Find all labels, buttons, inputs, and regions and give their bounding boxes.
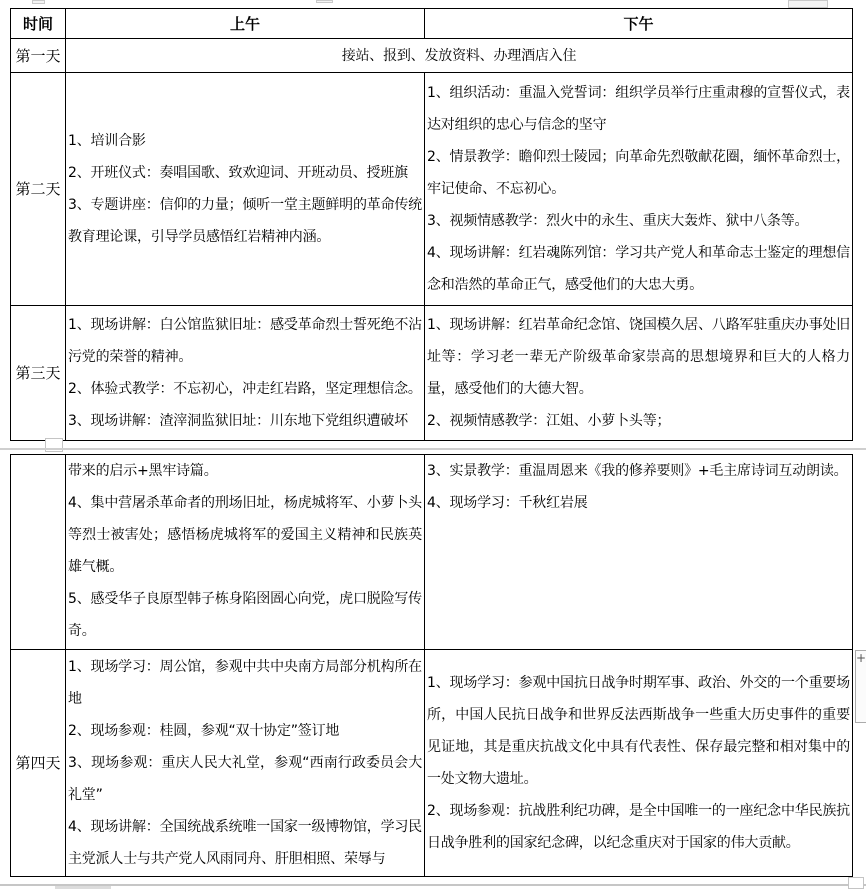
- day1-label-cell: [11, 39, 66, 73]
- day2-afternoon-cell: [425, 73, 852, 306]
- day3-label: 第三天: [15, 364, 61, 382]
- header-afternoon-label: 下午: [623, 14, 654, 33]
- day2-morning-item: 3、专题讲座：信仰的力量；倾听一堂主题鲜明的革命传统教育理论课，引导学员感悟红岩精神内涵。: [68, 197, 422, 245]
- day2-morning-item: 1、培训合影: [68, 133, 146, 149]
- day1-allday-text: 接站、报到、发放资料、办理酒店入住: [341, 47, 577, 64]
- day3-morning-item: 2、体验式教学：不忘初心，冲走红岩路，坚定理想信念。: [68, 381, 422, 397]
- day3-cont-afternoon-item: 3、实景教学：重温周恩来《我的修养要则》+毛主席诗词互动朗读。: [427, 463, 848, 479]
- day4-afternoon-item: 2、现场参观：抗战胜利纪功碑，是全中国唯一的一座纪念中华民族抗日战争胜利的国家纪念碑，以纪念重庆对于国家的伟大贡献。: [427, 803, 850, 851]
- header-morning-label: 上午: [229, 14, 260, 33]
- page-edge-artifact-top-mid: [316, 0, 333, 3]
- day3-afternoon-cell: [425, 306, 852, 440]
- header-cell-morning: [66, 9, 425, 39]
- day4-afternoon-item: 1、现场学习：参观中国抗日战争时期军事、政治、外交的一个重要场所，中国人民抗日战争和世界反法西斯战争一些重大历史事件的重要见证地，其是重庆抗战文化中具有代表性、保存最完整和相对集中的一处文物大遗址。: [427, 675, 850, 787]
- page-bottom-corner-artifact: [848, 877, 864, 889]
- day2-morning-cell: [66, 73, 425, 306]
- day1-label: 第一天: [15, 46, 61, 65]
- day3-morning-item: 1、现场讲解：白公馆监狱旧址：感受革命烈士誓死绝不沾污党的荣誉的精神。: [68, 317, 422, 365]
- day4-morning-item: 1、现场学习：周公馆，参观中共中央南方局部分机构所在地: [68, 659, 422, 707]
- day3-morning-item: 3、现场讲解：渣滓洞监狱旧址：川东地下党组织遭破坏: [68, 413, 408, 429]
- day3-cont-morning-item: 带来的启示+黑牢诗篇。: [68, 463, 218, 479]
- page-break-line: [0, 448, 866, 450]
- header-cell-afternoon: [425, 9, 852, 39]
- day3-cont-morning-cell: [66, 455, 425, 650]
- day4-morning-cell: [66, 650, 425, 876]
- day4-label: 第四天: [15, 754, 61, 772]
- page-edge-artifact-top-right: [788, 0, 828, 8]
- day3-cont-label-cell: [11, 455, 66, 650]
- page-bottom-segment: [55, 886, 111, 889]
- scrollbar-plus-button[interactable]: [855, 650, 866, 723]
- header-cell-time: [11, 9, 66, 39]
- day3-label-cell: [11, 306, 66, 440]
- day3-cont-afternoon-item: 4、现场学习：千秋红岩展: [427, 495, 588, 511]
- day3-afternoon-item: 1、现场讲解：红岩革命纪念馆、饶国模久居、八路军驻重庆办事处旧址等：学习老一辈无产阶级革命家崇高的思想境界和巨大的人格力量，感受他们的大德大智。: [427, 317, 850, 397]
- day3-morning-cell: [66, 306, 425, 440]
- day2-afternoon-item: 1、组织活动：重温入党誓词：组织学员举行庄重肃穆的宣誓仪式，表达对组织的忠心与信念的坚守: [427, 85, 850, 133]
- day3-cont-morning-item: 4、集中营屠杀革命者的刑场旧址，杨虎城将军、小萝卜头等烈士被害处；感悟杨虎城将军的爱国主义精神和民族英雄气概。: [68, 495, 422, 575]
- day2-afternoon-item: 3、视频情感教学：烈火中的永生、重庆大轰炸、狱中八条等。: [427, 213, 809, 229]
- day2-label-cell: [11, 73, 66, 306]
- day2-afternoon-item: 4、现场讲解：红岩魂陈列馆：学习共产党人和革命志士鉴定的理想信念和浩然的革命正气，感受他们的大忠大勇。: [427, 245, 850, 293]
- plus-icon: +: [856, 651, 866, 665]
- page-bottom-line: [0, 884, 866, 886]
- day2-afternoon-item: 2、情景教学：瞻仰烈士陵园；向革命先烈敬献花圈，缅怀革命烈士，牢记使命、不忘初心。: [427, 149, 850, 197]
- day4-label-cell: [11, 650, 66, 876]
- day3-afternoon-item: 2、视频情感教学：江姐、小萝卜头等；: [427, 413, 671, 429]
- day4-morning-item: 4、现场讲解：全国统战系统唯一国家一级博物馆，学习民主党派人士与共产党人风雨同舟、肝胆相照、荣辱与: [68, 819, 422, 867]
- day4-afternoon-cell: [425, 650, 852, 876]
- day4-morning-item: 3、现场参观：重庆人民大礼堂，参观“西南行政委员会大礼堂”: [68, 755, 422, 803]
- day2-morning-item: 2、开班仪式：奏唱国歌、致欢迎词、开班动员、授班旗: [68, 165, 408, 181]
- schedule-table-page-1: [10, 8, 853, 441]
- day3-cont-morning-item: 5、感受华子良原型韩子栋身陷囹圄心向党，虎口脱险写传奇。: [68, 591, 422, 639]
- day2-label: 第二天: [15, 180, 61, 198]
- day3-cont-afternoon-cell: [425, 455, 852, 650]
- page-edge-artifact-top-left: [32, 0, 45, 4]
- header-time-label: 时间: [22, 14, 53, 33]
- schedule-table-page-2: [10, 454, 853, 877]
- day4-morning-item: 2、现场参观：桂圆，参观“双十协定”签订地: [68, 723, 340, 739]
- day1-allday-cell: [66, 39, 852, 73]
